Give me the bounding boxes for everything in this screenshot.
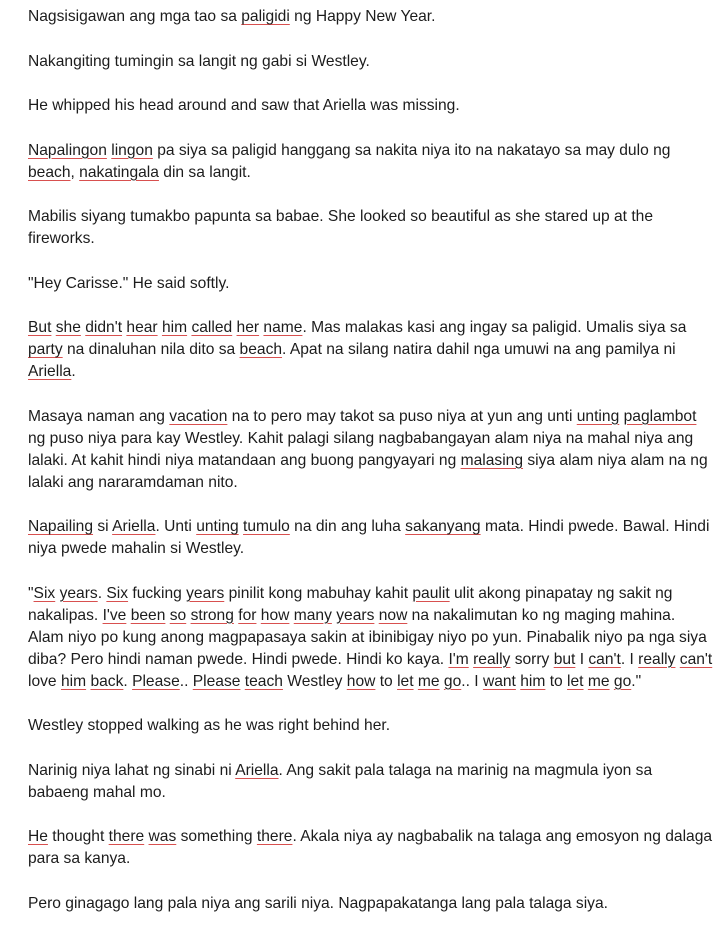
text-run: siya alam niya alam na ng lalaki ang nararamdaman nito. — [28, 451, 708, 491]
paragraph — [28, 516, 714, 560]
spellcheck-flagged-word: beach — [28, 163, 71, 181]
paragraph — [28, 140, 714, 184]
text-run: thought — [47, 828, 109, 845]
text-run: "Hey Carisse." He said softly. — [28, 274, 230, 292]
spellcheck-flagged-word: Six — [33, 584, 56, 602]
spellcheck-flagged-word: sakanyang — [405, 518, 481, 535]
text-run: . — [71, 363, 76, 380]
text-run: . Apat na silang natira dahil nga umuwi na ang pamilya ni — [282, 341, 676, 358]
spellcheck-flagged-word: she — [55, 319, 81, 336]
spellcheck-flagged-word: but — [553, 650, 576, 668]
spellcheck-flagged-word: go — [443, 672, 462, 690]
paragraph — [28, 826, 714, 870]
spellcheck-flagged-word: really — [473, 650, 511, 668]
text-run: ." — [631, 672, 642, 690]
spellcheck-flagged-word: I've — [102, 606, 127, 624]
text-run: Westley — [282, 672, 347, 690]
spellcheck-flagged-word: how — [346, 672, 376, 690]
spellcheck-flagged-word: Six — [106, 584, 129, 602]
text-run: Nakangiting tumingin sa langit ng gabi si Westley. — [28, 52, 370, 70]
spellcheck-flagged-word: teach — [244, 672, 283, 690]
spellcheck-flagged-word: malasing — [460, 451, 524, 469]
text-run: na nakalimutan ko ng maging mahina. Alam niyo po kung anong magpapasaya sakin at ibinibigay niyo po yun. Pinabalik niyo pa nga siya diba? Pero hindi naman pwede. Hindi pwede. Hindi ko kaya. — [28, 606, 707, 668]
text-run: Masaya naman ang — [28, 407, 170, 425]
spellcheck-flagged-word: there — [256, 828, 293, 845]
paragraph — [28, 893, 714, 915]
paragraph — [28, 273, 714, 295]
text-run: . Ang sakit pala talaga na marinig na magmula iyon sa babaeng mahal mo. — [28, 761, 653, 801]
text-run: , — [70, 163, 80, 181]
text-run: I — [575, 650, 589, 668]
text-run: Pero ginagago lang pala niya ang sarili niya. Nagpapakatanga lang pala talaga siya. — [28, 894, 608, 912]
spellcheck-flagged-word: didn't — [85, 319, 123, 336]
spellcheck-flagged-word: strong — [190, 606, 234, 624]
spellcheck-flagged-word: paglambot — [623, 407, 697, 425]
text-run: . — [123, 672, 133, 690]
spellcheck-flagged-word: her — [236, 319, 260, 336]
text-run: si — [93, 518, 113, 535]
text-run: .. I — [461, 672, 483, 690]
spellcheck-flagged-word: Ariella — [235, 761, 279, 779]
text-run: Mabilis siyang tumakbo papunta sa babae. She looked so beautiful as she stared up at the fireworks. — [28, 208, 654, 247]
text-run: .. — [179, 672, 193, 690]
spellcheck-flagged-word: Ariella — [112, 518, 156, 535]
spellcheck-flagged-word: many — [293, 606, 332, 624]
spellcheck-flagged-word: called — [191, 319, 233, 336]
text-run: something — [176, 828, 257, 845]
spellcheck-flagged-word: paligidi — [241, 8, 290, 25]
text-run: . I — [620, 650, 639, 668]
spellcheck-flagged-word: vacation — [169, 407, 228, 425]
spellcheck-flagged-word: hear — [126, 319, 158, 336]
text-run: na din ang luha — [289, 518, 406, 535]
paragraph — [28, 51, 714, 73]
spellcheck-flagged-word: name — [263, 319, 303, 336]
text-run: to — [545, 672, 568, 690]
text-run: . Akala niya ay nagbabalik na talaga ang emosyon ng dalaga para sa kanya. — [28, 828, 713, 867]
spellcheck-flagged-word: go — [613, 672, 632, 690]
paragraph — [28, 95, 714, 117]
spellcheck-flagged-word: paulit — [412, 584, 450, 602]
spellcheck-flagged-word: years — [186, 584, 225, 602]
spellcheck-flagged-word: really — [638, 650, 676, 668]
spellcheck-flagged-word: how — [260, 606, 290, 624]
spellcheck-flagged-word: can't — [679, 650, 713, 668]
text-run: . — [97, 584, 107, 602]
paragraph — [28, 317, 714, 383]
spellcheck-flagged-word: nakatingala — [79, 163, 159, 181]
text-run: sorry — [510, 650, 554, 668]
paragraph — [28, 406, 714, 494]
spellcheck-flagged-word: was — [148, 828, 177, 845]
spellcheck-flagged-word: Please — [132, 672, 180, 690]
spellcheck-flagged-word: years — [336, 606, 375, 624]
spellcheck-flagged-word: let — [397, 672, 414, 690]
spellcheck-flagged-word: Please — [192, 672, 241, 690]
text-run: to — [375, 672, 398, 690]
text-run: Nagsisigawan ang mga tao sa — [28, 8, 242, 25]
spellcheck-flagged-word: years — [59, 584, 98, 602]
spellcheck-flagged-word: want — [482, 672, 516, 690]
text-run: ulit akong pinapatay ng sakit ng nakalipas. — [28, 584, 673, 624]
text-run: Narinig niya lahat ng sinabi ni — [28, 761, 236, 779]
text-run: He whipped his head around and saw that Ariella was missing. — [28, 97, 460, 114]
spellcheck-flagged-word: him — [520, 672, 546, 690]
spellcheck-flagged-word: He — [28, 828, 48, 845]
spellcheck-flagged-word: him — [161, 319, 188, 336]
document-body — [28, 6, 714, 915]
spellcheck-flagged-word: me — [587, 672, 610, 690]
spellcheck-flagged-word: been — [130, 606, 166, 624]
text-run: pinilit kong mabuhay kahit — [224, 584, 413, 602]
text-run: din sa langit. — [158, 163, 251, 181]
paragraph — [28, 6, 714, 28]
text-run: " — [28, 584, 34, 602]
spellcheck-flagged-word: lingon — [111, 141, 153, 159]
paragraph — [28, 583, 714, 693]
text-run: pa siya sa paligid hanggang sa nakita niya ito na nakatayo sa may dulo ng — [152, 141, 671, 159]
text-run: Westley stopped walking as he was right behind her. — [28, 717, 391, 734]
spellcheck-flagged-word: me — [417, 672, 440, 690]
spellcheck-flagged-word: beach — [239, 341, 283, 358]
spellcheck-flagged-word: Napalingon — [28, 141, 107, 159]
text-run: . Unti — [155, 518, 197, 535]
text-run: na to pero may takot sa puso niya at yun ang unti — [227, 407, 577, 425]
spellcheck-flagged-word: now — [378, 606, 408, 624]
spellcheck-flagged-word: let — [567, 672, 584, 690]
spellcheck-flagged-word: so — [169, 606, 187, 624]
spellcheck-flagged-word: Ariella — [28, 363, 72, 380]
spellcheck-flagged-word: him — [60, 672, 87, 690]
spellcheck-flagged-word: But — [28, 319, 52, 336]
spellcheck-flagged-word: I'm — [448, 650, 469, 668]
text-run: ng puso niya para kay Westley. Kahit palagi silang nagbabangayan alam niya na mahal niya ang lalaki. At kahit hindi niya matandaan ang buong pangyayari ng — [28, 429, 694, 469]
spellcheck-flagged-word: party — [28, 341, 63, 358]
paragraph — [28, 760, 714, 804]
spellcheck-flagged-word: can't — [588, 650, 621, 668]
spellcheck-flagged-word: back — [90, 672, 124, 690]
text-run: ng Happy New Year. — [289, 8, 436, 25]
text-run: mata. Hindi pwede. Bawal. Hindi niya pwede mahalin si Westley. — [28, 518, 710, 557]
spellcheck-flagged-word: Napailing — [28, 518, 94, 535]
spellcheck-flagged-word: for — [238, 606, 257, 624]
paragraph — [28, 206, 714, 250]
text-run: . Mas malakas kasi ang ingay sa paligid. Umalis siya sa — [302, 319, 687, 336]
spellcheck-flagged-word: unting — [576, 407, 620, 425]
text-run: love — [28, 672, 61, 690]
paragraph — [28, 715, 714, 737]
text-run: na dinaluhan nila dito sa — [62, 341, 240, 358]
text-run: fucking — [128, 584, 187, 602]
spellcheck-flagged-word: unting — [196, 518, 239, 535]
spellcheck-flagged-word: there — [108, 828, 145, 845]
spellcheck-flagged-word: tumulo — [243, 518, 290, 535]
